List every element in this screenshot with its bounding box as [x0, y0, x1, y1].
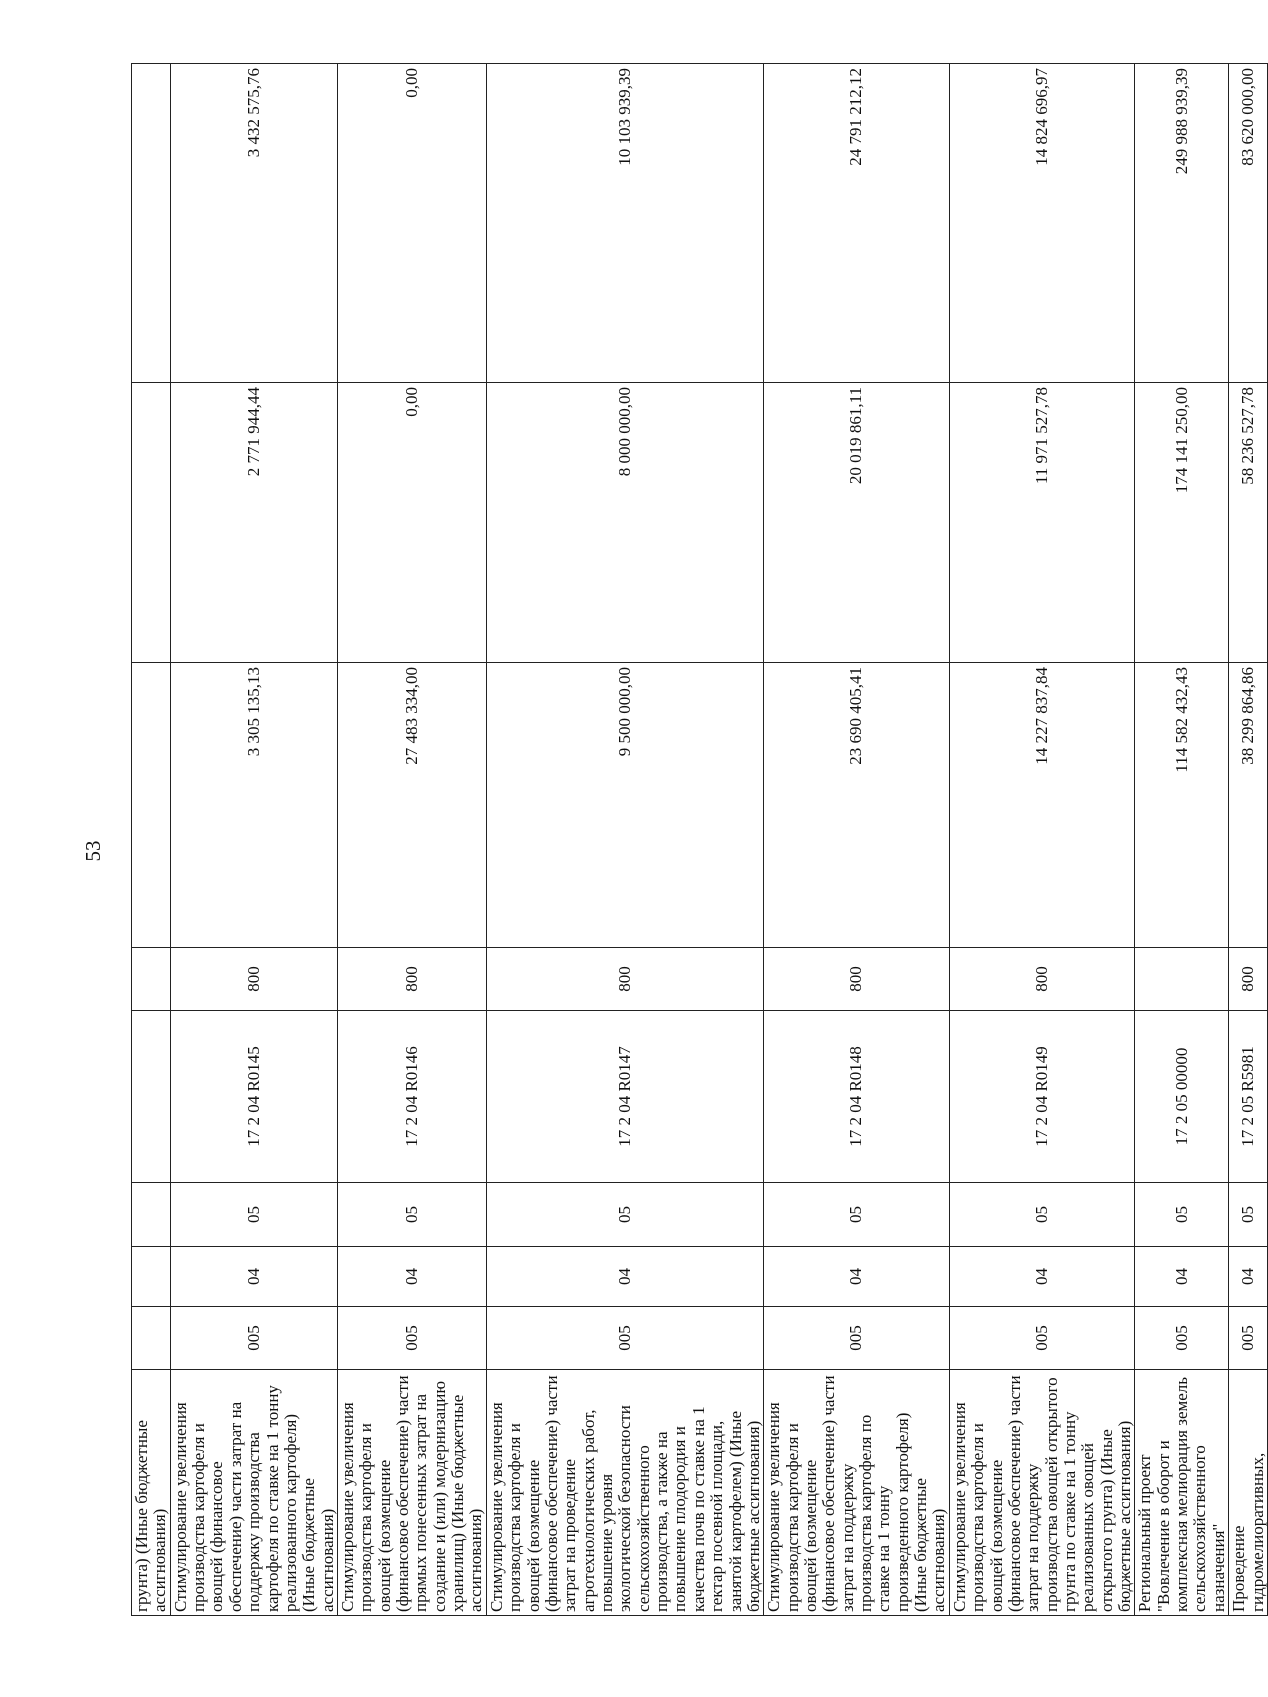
vr-code — [132, 948, 171, 1011]
vr-code: 800 — [486, 948, 763, 1011]
sum-year-3: 83 620 000,00 — [1229, 64, 1268, 383]
sum-year-3: 10 103 939,39 — [486, 64, 763, 383]
glava-code — [132, 1307, 171, 1370]
sum-year-2: 2 771 944,44 — [170, 383, 337, 663]
sum-year-1 — [132, 663, 171, 948]
sum-year-3: 249 988 939,39 — [1135, 64, 1229, 383]
glava-code: 005 — [1229, 1307, 1268, 1370]
rz-code — [132, 1247, 171, 1307]
glava-code: 005 — [764, 1307, 950, 1370]
sum-year-2: 58 236 527,78 — [1229, 383, 1268, 663]
csr-code: 17 2 04 R0148 — [764, 1011, 950, 1183]
sum-year-2 — [132, 383, 171, 663]
vr-code: 800 — [337, 948, 486, 1011]
row-name: Стимулирование увеличения производства картофеля и овощей (финансовое обеспечение) части затрат на поддержку производства картофеля по ставке на 1 тонну реализованного картофеля) (Иные бюджетные ассигнования) — [170, 1370, 337, 1616]
pr-code: 05 — [1135, 1183, 1229, 1247]
pr-code: 05 — [764, 1183, 950, 1247]
table-row — [764, 64, 950, 1616]
rz-code: 04 — [337, 1247, 486, 1307]
sum-year-2: 0,00 — [337, 383, 486, 663]
table-row — [486, 64, 763, 1616]
sum-year-1: 27 483 334,00 — [337, 663, 486, 948]
row-name: Проведение гидромелиоративных, — [1229, 1370, 1268, 1616]
rz-code: 04 — [764, 1247, 950, 1307]
rz-code: 04 — [949, 1247, 1135, 1307]
table-row — [949, 64, 1135, 1616]
sum-year-1: 23 690 405,41 — [764, 663, 950, 948]
glava-code: 005 — [486, 1307, 763, 1370]
sum-year-1: 3 305 135,13 — [170, 663, 337, 948]
sum-year-1: 14 227 837,84 — [949, 663, 1135, 948]
glava-code: 005 — [337, 1307, 486, 1370]
glava-code: 005 — [1135, 1307, 1229, 1370]
vr-code: 800 — [764, 948, 950, 1011]
table-row — [132, 64, 171, 1616]
glava-code: 005 — [949, 1307, 1135, 1370]
row-name: Стимулирование увеличения производства картофеля и овощей (возмещение (финансовое обеспечение) части затрат на проведение агротехнологических работ, повышение уровня экологической безопасности сельскохозяйственного производства, а также на повышение плодородия и качества почв по ставке на 1 гектар посевной площади, занятой картофелем) (Иные бюджетные ассигнования) — [486, 1370, 763, 1616]
sum-year-1: 38 299 864,86 — [1229, 663, 1268, 948]
rz-code: 04 — [486, 1247, 763, 1307]
sum-year-3: 0,00 — [337, 64, 486, 383]
page-number: 53 — [81, 840, 105, 862]
budget-table-container — [131, 64, 1267, 1616]
sum-year-2: 20 019 861,11 — [764, 383, 950, 663]
csr-code — [132, 1011, 171, 1183]
pr-code: 05 — [170, 1183, 337, 1247]
table-row — [337, 64, 486, 1616]
vr-code: 800 — [1229, 948, 1268, 1011]
pr-code: 05 — [949, 1183, 1135, 1247]
csr-code: 17 2 04 R0146 — [337, 1011, 486, 1183]
csr-code: 17 2 04 R0145 — [170, 1011, 337, 1183]
vr-code: 800 — [949, 948, 1135, 1011]
pr-code — [132, 1183, 171, 1247]
row-name: Стимулирование увеличения производства картофеля и овощей (возмещение (финансовое обеспечение) части затрат на поддержку производства овощей открытого грунта по ставке на 1 тонну реализованных овощей открытого грунта) (Иные бюджетные ассигнования) — [949, 1370, 1135, 1616]
row-name: грунта) (Иные бюджетные ассигнования) — [132, 1370, 171, 1616]
sum-year-3 — [132, 64, 171, 383]
pr-code: 05 — [337, 1183, 486, 1247]
glava-code: 005 — [170, 1307, 337, 1370]
sum-year-2: 11 971 527,78 — [949, 383, 1135, 663]
csr-code: 17 2 04 R0149 — [949, 1011, 1135, 1183]
row-name: Стимулирование увеличения производства картофеля и овощей (возмещение (финансовое обеспечение) части прямых понесенных затрат на создание и (или) модернизацию хранилищ) (Иные бюджетные ассигнования) — [337, 1370, 486, 1616]
sum-year-3: 14 824 696,97 — [949, 64, 1135, 383]
table-row — [1229, 64, 1268, 1616]
pr-code: 05 — [486, 1183, 763, 1247]
vr-code — [1135, 948, 1229, 1011]
csr-code: 17 2 05 R5981 — [1229, 1011, 1268, 1183]
sum-year-1: 9 500 000,00 — [486, 663, 763, 948]
vr-code: 800 — [170, 948, 337, 1011]
table-row — [1135, 64, 1229, 1616]
sum-year-1: 114 582 432,43 — [1135, 663, 1229, 948]
rz-code: 04 — [170, 1247, 337, 1307]
row-name: Региональный проект "Вовлечение в оборот и комплексная мелиорация земель сельскохозяйственного назначения" — [1135, 1370, 1229, 1616]
rz-code: 04 — [1135, 1247, 1229, 1307]
table-row — [170, 64, 337, 1616]
row-name: Стимулирование увеличения производства картофеля и овощей (возмещение (финансовое обеспечение) части затрат на поддержку производства картофеля по ставке на 1 тонну произведенного картофеля) (Иные бюджетные ассигнования) — [764, 1370, 950, 1616]
csr-code: 17 2 05 00000 — [1135, 1011, 1229, 1183]
sum-year-2: 174 141 250,00 — [1135, 383, 1229, 663]
budget-table — [131, 63, 1268, 1616]
sum-year-2: 8 000 000,00 — [486, 383, 763, 663]
sum-year-3: 3 432 575,76 — [170, 64, 337, 383]
csr-code: 17 2 04 R0147 — [486, 1011, 763, 1183]
sum-year-3: 24 791 212,12 — [764, 64, 950, 383]
rz-code: 04 — [1229, 1247, 1268, 1307]
pr-code: 05 — [1229, 1183, 1268, 1247]
